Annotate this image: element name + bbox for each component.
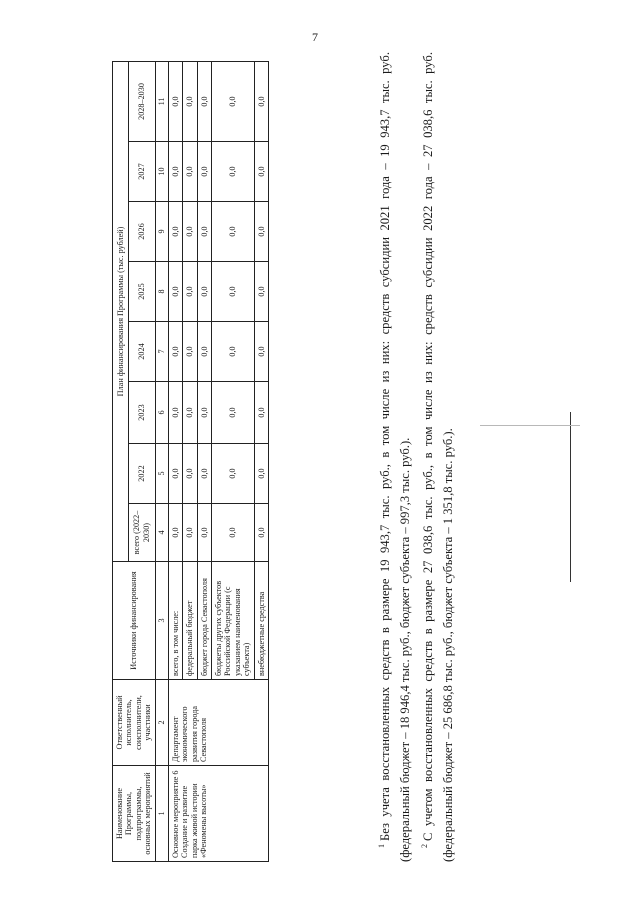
value-cell: 0,0 [183, 322, 197, 382]
value-cell: 0,0 [254, 142, 268, 202]
measure-name-cell: Основное мероприятие 6 Создание и развитие парка живой истории «Феномены высоты» [168, 766, 268, 862]
source-cell: бюджеты других субъектов Российской Федерации (с указанием наименования субъекта) [211, 562, 254, 680]
value-cell: 0,0 [197, 202, 211, 262]
header-year: 2025 [129, 262, 156, 322]
column-index: 8 [155, 262, 168, 322]
value-cell: 0,0 [211, 262, 254, 322]
value-cell: 0,0 [183, 142, 197, 202]
financing-plan-table [112, 61, 269, 862]
value-cell: 0,0 [211, 322, 254, 382]
header-sources: Источники финансирования [113, 562, 156, 680]
value-cell: 0,0 [168, 382, 182, 444]
value-cell: 0,0 [197, 262, 211, 322]
value-cell: 0,0 [168, 61, 182, 141]
column-index: 2 [155, 680, 168, 766]
column-index: 11 [155, 61, 168, 141]
header-year: 2026 [129, 202, 156, 262]
source-cell: всего, в том числе: [168, 562, 182, 680]
executor-cell: Департамент экономического развития города Севастополя [168, 680, 268, 766]
source-cell: внебюджетные средства [254, 562, 268, 680]
value-cell: 0,0 [183, 61, 197, 141]
value-cell: 0,0 [211, 202, 254, 262]
value-cell: 0,0 [197, 382, 211, 444]
value-cell: 0,0 [197, 504, 211, 562]
value-cell: 0,0 [254, 202, 268, 262]
value-cell: 0,0 [183, 202, 197, 262]
footnote-mark: 1 [377, 844, 386, 848]
header-year: 2027 [129, 142, 156, 202]
value-cell: 0,0 [197, 142, 211, 202]
rotated-page-content [72, 42, 632, 862]
value-cell: 0,0 [183, 444, 197, 504]
value-cell: 0,0 [197, 444, 211, 504]
scan-artifact-line [480, 425, 580, 426]
value-cell: 0,0 [254, 444, 268, 504]
column-index: 4 [155, 504, 168, 562]
value-cell: 0,0 [211, 382, 254, 444]
value-cell: 0,0 [183, 504, 197, 562]
value-cell: 0,0 [211, 142, 254, 202]
value-cell: 0,0 [183, 382, 197, 444]
header-plan-group: План финансирования Программы (тыс. рублей) [113, 61, 129, 561]
value-cell: 0,0 [211, 504, 254, 562]
column-index-row [155, 61, 168, 861]
footnote-divider [570, 412, 571, 582]
footnote [372, 52, 415, 862]
value-cell: 0,0 [211, 444, 254, 504]
column-index: 1 [155, 766, 168, 862]
value-cell: 0,0 [168, 202, 182, 262]
value-cell: 0,0 [254, 61, 268, 141]
value-cell: 0,0 [254, 382, 268, 444]
header-year: 2024 [129, 322, 156, 382]
value-cell: 0,0 [168, 322, 182, 382]
value-cell: 0,0 [254, 322, 268, 382]
value-cell: 0,0 [254, 504, 268, 562]
header-year: 2023 [129, 382, 156, 444]
footnote-text: С учетом восстановленных средств в размере 27 038,6 тыс. руб., в том числе из них: средств субсидии 2022 года – 27 038,6 тыс. руб. (федеральный бюджет – 25 686,8 тыс. руб., бюджет субъекта – 1 351,8 тыс. руб.). [421, 52, 456, 862]
column-index: 9 [155, 202, 168, 262]
value-cell: 0,0 [197, 322, 211, 382]
column-index: 7 [155, 322, 168, 382]
column-index: 5 [155, 444, 168, 504]
value-cell: 0,0 [168, 142, 182, 202]
footnote-mark: 2 [420, 844, 430, 848]
value-cell: 0,0 [254, 262, 268, 322]
value-cell: 0,0 [168, 504, 182, 562]
footnote-text: Без учета восстановленных средств в размере 19 943,7 тыс. руб., в том числе из них: средств субсидии 2021 года – 19 943,7 тыс. руб. (федеральный бюджет – 18 946,4 тыс. руб., бюджет субъекта – 997,3 тыс. руб.). [378, 52, 413, 862]
value-cell: 0,0 [168, 444, 182, 504]
source-cell: бюджет города Севастополя [197, 562, 211, 680]
page-number: 7 [312, 30, 318, 44]
column-index: 10 [155, 142, 168, 202]
value-cell: 0,0 [183, 262, 197, 322]
header-year: 2022 [129, 444, 156, 504]
table-header-row [113, 61, 129, 861]
header-executor: Ответственный исполнитель, соисполнители, участники [113, 680, 156, 766]
footnotes [372, 52, 458, 862]
value-cell: 0,0 [211, 61, 254, 141]
value-cell: 0,0 [168, 262, 182, 322]
column-index: 3 [155, 562, 168, 680]
footnote [415, 52, 458, 862]
table-row [168, 61, 182, 861]
source-cell: федеральный бюджет [183, 562, 197, 680]
header-year: всего (2022–2030) [129, 504, 156, 562]
value-cell: 0,0 [197, 61, 211, 141]
column-index: 6 [155, 382, 168, 444]
header-name: Наименование Программы, подпрограммы, основных мероприятий [113, 766, 156, 862]
header-year: 2028–2030 [129, 61, 156, 141]
